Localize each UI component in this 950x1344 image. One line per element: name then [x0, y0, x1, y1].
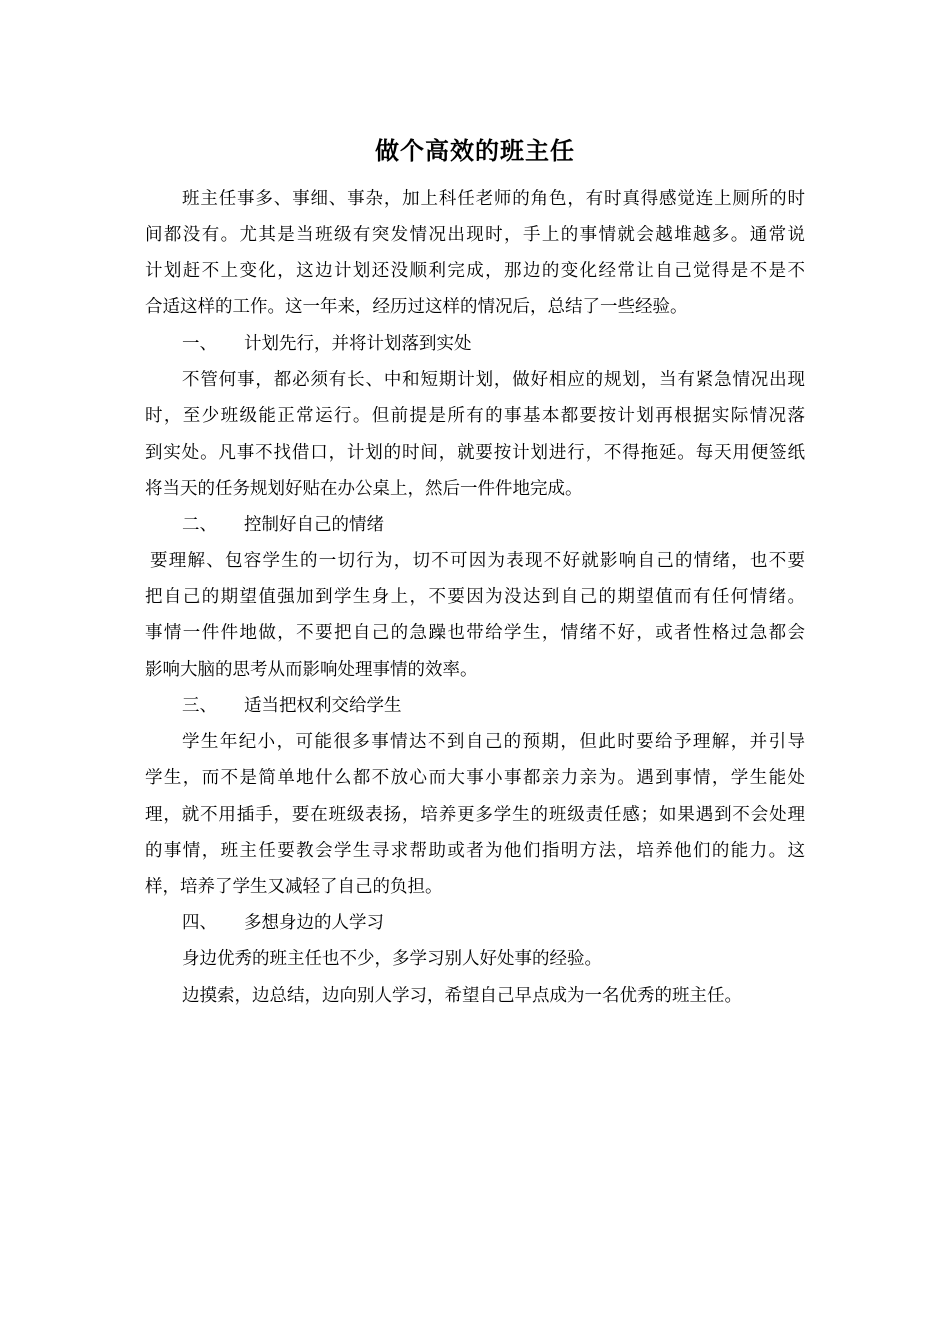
paragraph-line: 样，培养了学生又减轻了自己的负担。	[145, 877, 443, 897]
section-heading-text: 适当把权利交给学生	[244, 696, 402, 716]
intro-line: 间都没有。尤其是当班级有突发情况出现时，手上的事情就会越堆越多。通常说	[145, 225, 805, 245]
paragraph-line: 影响大脑的思考从而影响处理事情的效率。	[145, 660, 478, 680]
intro-line: 合适这样的工作。这一年来，经历过这样的情况后，总结了一些经验。	[145, 297, 688, 317]
paragraph-line: 把自己的期望值强加到学生身上，不要因为没达到自己的期望值而有任何情绪。	[145, 587, 805, 607]
section-heading-text: 控制好自己的情绪	[244, 515, 384, 535]
paragraph-line: 事情一件件地做，不要把自己的急躁也带给学生，情绪不好，或者性格过急都会	[145, 623, 805, 643]
section-number: 三、	[182, 696, 217, 716]
section-number: 四、	[182, 913, 217, 933]
section-heading	[182, 690, 402, 722]
intro-line: 计划赶不上变化，这边计划还没顺利完成，那边的变化经常让自己觉得是不是不	[145, 261, 805, 281]
section-number: 一、	[182, 334, 217, 354]
paragraph-line: 不管何事，都必须有长、中和短期计划，做好相应的规划，当有紧急情况出现	[182, 370, 805, 390]
paragraph-line: 要理解、包容学生的一切行为，切不可因为表现不好就影响自己的情绪，也不要	[150, 551, 805, 571]
section-heading-text: 多想身边的人学习	[244, 913, 384, 933]
paragraph-line: 将当天的任务规划好贴在办公桌上，然后一件件地完成。	[145, 479, 583, 499]
paragraph-line: 边摸索，边总结，边向别人学习，希望自己早点成为一名优秀的班主任。	[182, 986, 742, 1006]
intro-line: 班主任事多、事细、事杂，加上科任老师的角色，有时真得感觉连上厕所的时	[182, 189, 805, 209]
section-heading	[182, 328, 472, 360]
paragraph-line: 学生年纪小，可能很多事情达不到自己的预期，但此时要给予理解，并引导	[182, 732, 805, 752]
document-title: 做个高效的班主任	[375, 136, 575, 165]
paragraph-line: 理，就不用插手，要在班级表扬，培养更多学生的班级责任感；如果遇到不会处理	[145, 805, 805, 825]
section-heading-text: 计划先行，并将计划落到实处	[244, 334, 472, 354]
paragraph-line: 学生，而不是简单地什么都不放心而大事小事都亲力亲为。遇到事情，学生能处	[145, 768, 805, 788]
paragraph-line: 到实处。凡事不找借口，计划的时间，就要按计划进行，不得拖延。每天用便签纸	[145, 443, 805, 463]
paragraph-line: 的事情，班主任要教会学生寻求帮助或者为他们指明方法，培养他们的能力。这	[145, 841, 805, 861]
paragraph-line: 时，至少班级能正常运行。但前提是所有的事基本都要按计划再根据实际情况落	[145, 406, 805, 426]
paragraph-line: 身边优秀的班主任也不少，多学习别人好处事的经验。	[182, 949, 602, 969]
section-heading	[182, 509, 384, 541]
section-number: 二、	[182, 515, 217, 535]
section-heading	[182, 907, 384, 939]
